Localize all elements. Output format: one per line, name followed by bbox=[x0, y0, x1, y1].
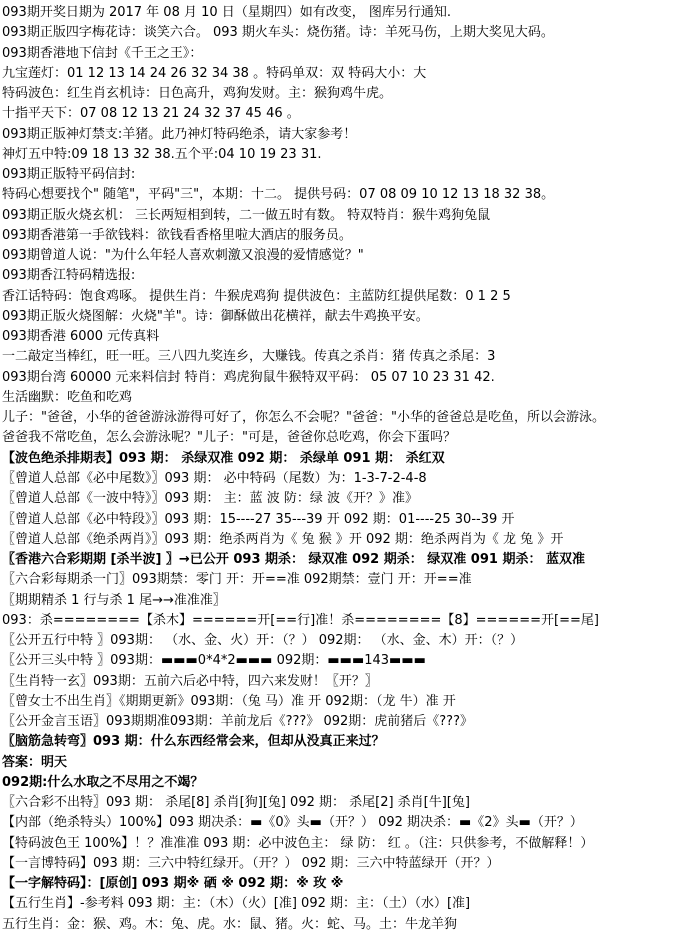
text-line: 093期香港地下信封《千王之王》： bbox=[2, 45, 203, 61]
text-line: 〖生肖特一玄〗093期：五前六后必中特，四六来发财！〖开？〗 bbox=[2, 673, 378, 689]
text-line: 093：杀========【杀木】======开[==行]准！杀========【8】======开[==尾] bbox=[2, 612, 599, 628]
text-line: 〖六合彩不出特〗093 期： 杀尾[8] 杀肖[狗][兔] 092 期： 杀尾[2] 杀肖[牛][兔] bbox=[2, 795, 470, 811]
text-line: 093期正版火烧图解：火烧"羊"。诗：御酥做出花横祥，献去牛鸡换平安。 bbox=[2, 308, 429, 324]
text-line: 〖公开三头中特 〗093期：▬▬▬0*4*2▬▬▬ 092期：▬▬▬143▬▬▬ bbox=[2, 653, 426, 669]
text-line: 093期香江特码精选报: bbox=[2, 268, 136, 284]
text-line: 〖六合彩每期杀一门〗093期禁：零门 开：开==准 092期禁：壹门 开：开==准 bbox=[2, 572, 472, 588]
text-line: 一二敲定当棒红，旺一旺。三八四九奖连乡，大赚钱。传真之杀肖：猪 传真之杀尾：3 bbox=[2, 349, 496, 365]
text-line: 香江话特码：饱食鸡啄。 提供生肖：牛猴虎鸡狗 提供波色：主蓝防红提供尾数：0 1 2 5 bbox=[2, 288, 511, 304]
text-line: 093期曾道人说："为什么年轻人喜欢刺激又浪漫的爱情感觉？" bbox=[2, 248, 364, 264]
text-line: 【一言博特码】093 期：三六中特红绿开。（开？） 092 期：三六中特蓝绿开（开？） bbox=[2, 855, 500, 871]
text-line: 093期香港第一手欲钱料：欲钱看香格里啦大酒店的服务员。 bbox=[2, 227, 352, 243]
text-line: 〖脑筋急转弯〗093 期：什么东西经常会来，但却从没真正来过？ bbox=[2, 734, 385, 750]
text-line: 生活幽默：吃鱼和吃鸡 bbox=[2, 389, 133, 405]
text-line: 神灯五中特:09 18 13 32 38.五个平:04 10 19 23 31. bbox=[2, 146, 322, 162]
text-line: 〖曾女士不出生肖〗《期期更新》093期：（兔 马）准 开 092期：（龙 牛）准 开 bbox=[2, 693, 456, 709]
text-line: 093期开奖日期为 2017 年 08 月 10 日（星期四）如有改变， 图库另行通知. bbox=[2, 5, 452, 20]
text-line: 〖公开金言玉语〗093期期准093期：羊前龙后《???》 092期：虎前猪后《???》 bbox=[2, 714, 473, 730]
text-line: 〖曾道人总部《绝杀两肖》〗093 期：绝杀两肖为《 兔 猴 》开 092 期：绝杀两肖为《 龙 兔 》开 bbox=[2, 531, 564, 547]
text-line: 答案：明天 bbox=[2, 754, 68, 770]
text-line: 〖公开五行中特 〗093期： （水、金、火）开：（？） 092期： （水、金、木）开：（？） bbox=[2, 633, 524, 649]
text-line: 【波色绝杀排期表】093 期： 杀绿双准 092 期： 杀绿单 091 期： 杀红双 bbox=[2, 450, 445, 466]
text-line: 〖曾道人总部《必中特段》〗093 期：15----27 35---39 开 092 期：01----25 30--39 开 bbox=[2, 511, 515, 527]
text-line: 十指平天下：07 08 12 13 21 24 32 37 45 46 。 bbox=[2, 106, 300, 122]
text-line: 特码波色：红生肖玄机诗：日色高升，鸡狗发财。主：猴狗鸡牛虎。 bbox=[2, 86, 393, 102]
text-line: 特码心想要找个" 随笔"，平码"三"，本期：十二。 提供号码：07 08 09 10 12 13 18 32 38。 bbox=[2, 187, 555, 203]
text-line: 093期正版特平码信封: bbox=[2, 167, 136, 183]
text-line: 五行生肖：金：猴、鸡。木：兔、虎。水：鼠、猪。火：蛇、马。土：牛龙羊狗 bbox=[2, 916, 458, 932]
text-line: 093期台湾 60000 元来料信封 特肖：鸡虎狗鼠牛猴特双平码： 05 07 10 23 31 42. bbox=[2, 369, 495, 385]
text-line: 【特码波色王 100%】！？准准准 093 期：必中波色主： 绿 防： 红 。（注：只供参考，不做解释！） bbox=[2, 835, 594, 851]
text-line: 〖香港六合彩期期 [杀半波] 〗→已公开 093 期杀： 绿双准 092 期杀： 绿双准 091 期杀： 蓝双准 bbox=[2, 552, 585, 568]
text-line: 【五行生肖】-参考料 093 期：主：（木）（火）[准] 092 期：主：（土）（水）[准] bbox=[2, 896, 471, 912]
text-line: 九宝莲灯：01 12 13 14 24 26 32 34 38 。特码单双：双 特码大小：大 bbox=[2, 65, 427, 81]
text-line: 093期香港 6000 元传真料 bbox=[2, 329, 160, 345]
text-line: 093期正版火烧玄机： 三长两短相到转，二一做五时有数。 特双特肖：猴牛鸡狗兔鼠 bbox=[2, 207, 491, 223]
text-line: 〖曾道人总部《必中尾数》〗093 期： 必中特码（尾数）为：1-3-7-2-4-8 bbox=[2, 471, 427, 486]
text-line: 093期正版神灯禁支:羊猪。此乃神灯特码绝杀，请大家参考！ bbox=[2, 126, 357, 142]
text-line: 儿子："爸爸，小华的爸爸游泳游得可好了，你怎么不会呢？"爸爸："小华的爸爸总是吃鱼，所以会游泳。 bbox=[2, 410, 605, 426]
text-line: 〖曾道人总部《一波中特》〗093 期： 主：蓝 波 防：绿 波《开？》准》 bbox=[2, 491, 418, 507]
text-line: 〖期期精杀 1 行与杀 1 尾→→准准准〗 bbox=[2, 592, 226, 608]
text-line: 爸爸我不常吃鱼，怎么会游泳呢？"儿子："可是，爸爸你总吃鸡，你会下蛋吗？ bbox=[2, 430, 456, 446]
text-line: 【内部（绝杀特头）100%】093 期决杀：▬《0》头▬（开？） 092 期决杀：▬《2》头▬（开？） bbox=[2, 815, 583, 831]
text-line: 【一字解特码】：[原创] 093 期※ 硒 ※ 092 期：※ 玫 ※ bbox=[2, 876, 344, 892]
text-line: 093期正版四字梅花诗：谈笑六合。 093 期火车头：烧伤猪。诗：羊死马伤，上期大奖见大码。 bbox=[2, 25, 554, 41]
text-line: 092期:什么水取之不尽用之不竭？ bbox=[2, 774, 204, 790]
